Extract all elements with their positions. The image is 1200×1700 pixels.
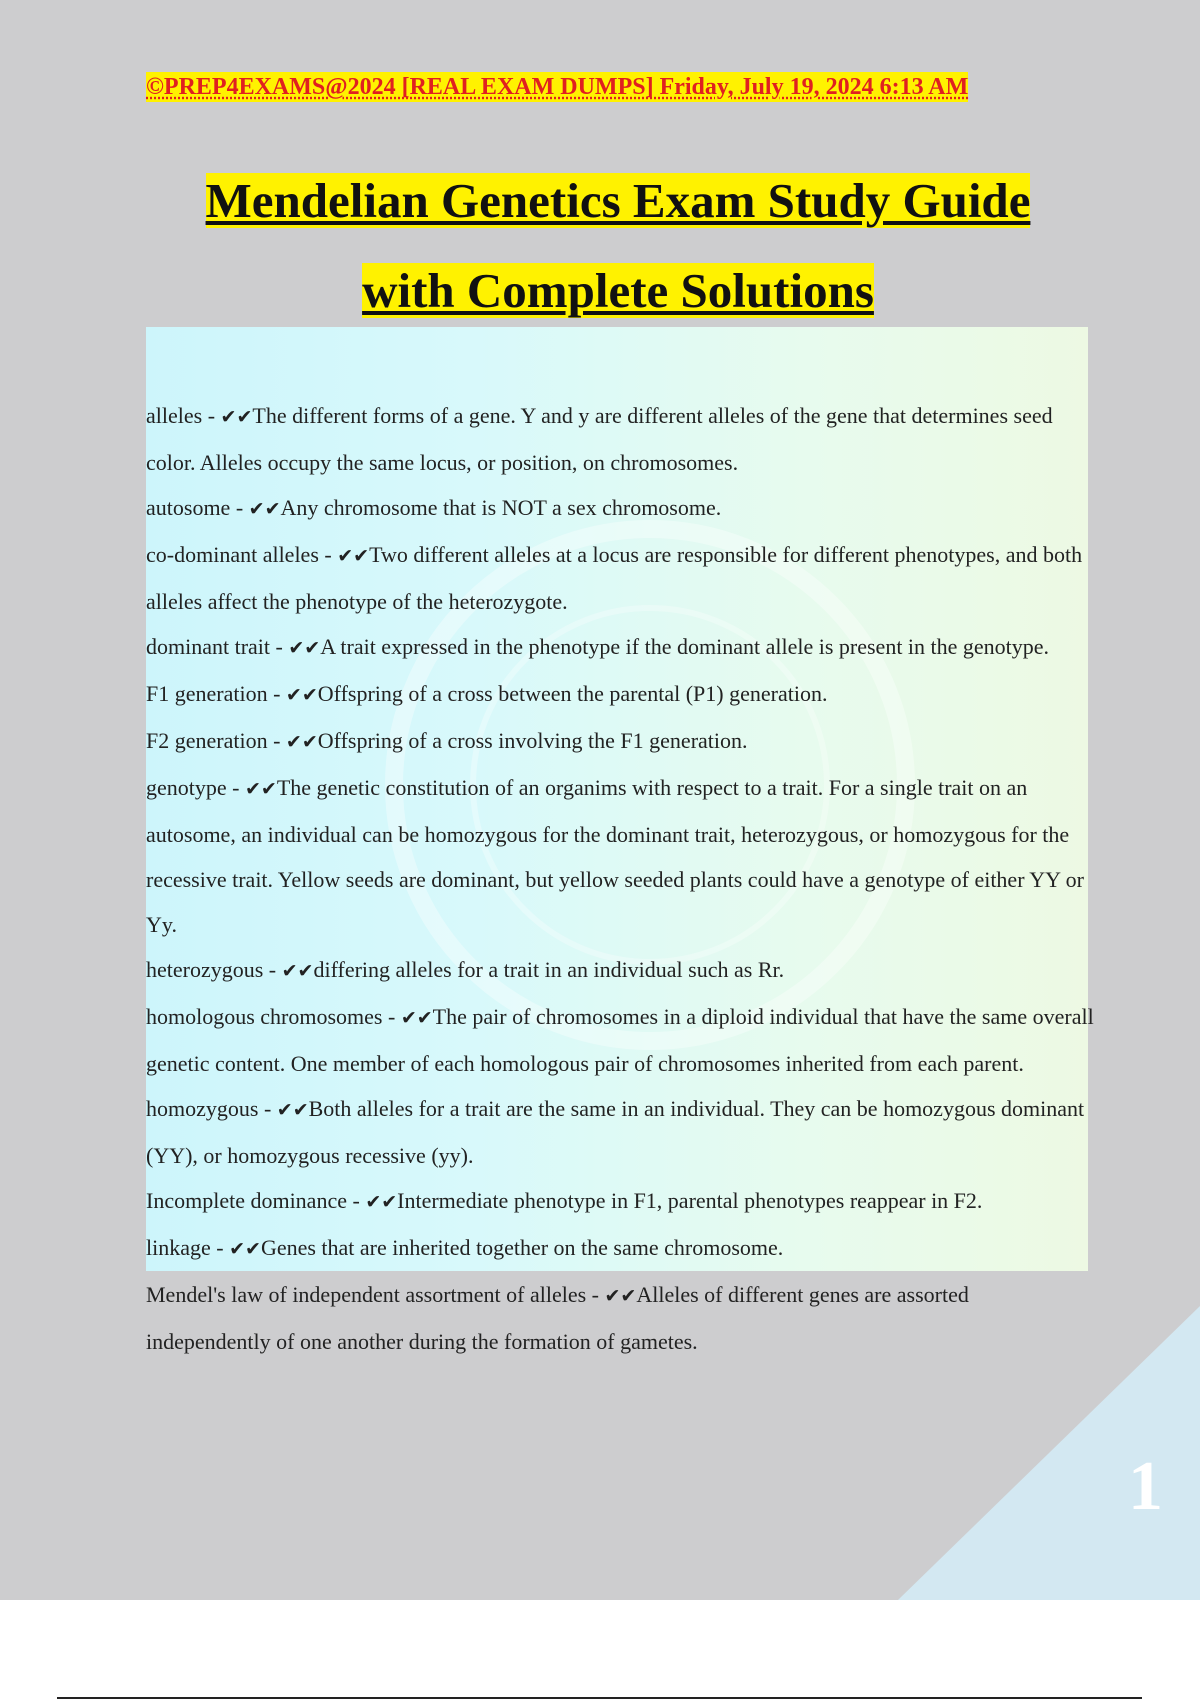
glossary-definition: The pair of chromosomes in a diploid individual that have the same overall genetic content. One member of each homologous pair of chromosomes inherited from each parent.	[146, 1004, 1094, 1076]
page-number: 1	[1128, 1448, 1163, 1525]
glossary-definition: Offspring of a cross between the parental (P1) generation.	[317, 681, 828, 706]
glossary-entry	[146, 624, 1096, 671]
glossary-entry	[146, 1178, 1096, 1225]
check-mark-icon: ✔✔	[229, 1238, 261, 1260]
separator: -	[210, 1235, 230, 1260]
separator: -	[258, 1096, 277, 1121]
glossary-definition: Both alleles for a trait are the same in an individual. They can be homozygous dominant (YY), or homozygous recessive (yy).	[146, 1096, 1085, 1168]
separator: -	[263, 957, 282, 982]
glossary-term: linkage	[146, 1235, 211, 1260]
separator: -	[202, 403, 221, 428]
glossary-definition: The genetic constitution of an organims with respect to a trait. For a single trait on an autosome, an individual can be homozygous for the dominant trait, heterozygous, or homozygous for the recessive trait. Yellow seeds are dominant, but yellow seeded plants could have a genotype of either YY or Yy.	[146, 775, 1084, 937]
glossary-term: F2 generation	[146, 728, 268, 753]
separator: -	[270, 634, 289, 659]
separator: -	[586, 1282, 605, 1307]
separator: -	[226, 775, 245, 800]
check-mark-icon: ✔✔	[285, 684, 318, 706]
header-watermark-line: ©PREP4EXAMS@2024 [REAL EXAM DUMPS] Friday, July 19, 2024 6:13 AM	[146, 74, 969, 100]
check-mark-icon: ✔✔	[276, 1099, 309, 1121]
check-mark-icon: ✔✔	[604, 1285, 637, 1307]
separator: -	[346, 1188, 366, 1213]
separator: -	[267, 681, 286, 706]
check-mark-icon: ✔✔	[365, 1191, 398, 1213]
glossary-definition: Offspring of a cross involving the F1 generation.	[317, 728, 748, 753]
title-line-1-text: Mendelian Genetics Exam Study Guide	[205, 173, 1031, 228]
separator: -	[267, 728, 286, 753]
glossary-entry	[146, 1272, 1096, 1364]
glossary-term: Incomplete dominance	[146, 1188, 347, 1213]
glossary-term: F1 generation	[146, 681, 268, 706]
check-mark-icon: ✔✔	[400, 1007, 433, 1029]
glossary-term: Mendel's law of independent assortment of alleles	[146, 1282, 587, 1307]
check-mark-icon: ✔✔	[281, 960, 314, 982]
check-mark-icon: ✔✔	[248, 498, 281, 520]
glossary-term: dominant trait	[146, 634, 271, 659]
glossary-definition: Intermediate phenotype in F1, parental phenotypes reappear in F2.	[397, 1188, 983, 1213]
glossary-entry	[146, 532, 1096, 624]
glossary-term: heterozygous	[146, 957, 264, 982]
check-mark-icon: ✔✔	[220, 406, 253, 428]
document-title-line-1	[0, 172, 1200, 229]
bottom-divider	[57, 1697, 1142, 1699]
separator: -	[382, 1004, 401, 1029]
glossary-entry	[146, 671, 1096, 718]
title-line-2-text: with Complete Solutions	[362, 263, 874, 318]
glossary-term: co-dominant alleles	[146, 542, 319, 567]
glossary-definition: The different forms of a gene. Y and y are different alleles of the gene that determines seed color. Alleles occupy the same locus, or position, on chromosomes.	[146, 403, 1053, 475]
check-mark-icon: ✔✔	[337, 545, 370, 567]
glossary-term: alleles	[146, 403, 203, 428]
glossary-entry	[146, 393, 1096, 485]
glossary-definition: differing alleles for a trait in an individual such as Rr.	[313, 957, 785, 982]
check-mark-icon: ✔✔	[288, 637, 321, 659]
document-title-line-2	[0, 262, 1200, 319]
glossary-term: homozygous	[146, 1096, 259, 1121]
glossary-term: homologous chromosomes	[146, 1004, 383, 1029]
glossary-entry	[146, 718, 1096, 765]
glossary-entry	[146, 1086, 1096, 1178]
glossary-list	[146, 393, 1096, 1364]
separator: -	[318, 542, 338, 567]
glossary-entry	[146, 947, 1096, 994]
glossary-entry	[146, 1225, 1096, 1272]
glossary-definition: A trait expressed in the phenotype if the dominant allele is present in the genotype.	[320, 634, 1050, 659]
check-mark-icon: ✔✔	[285, 731, 318, 753]
check-mark-icon: ✔✔	[244, 778, 277, 800]
glossary-definition: Genes that are inherited together on the same chromosome.	[260, 1235, 784, 1260]
glossary-definition: Alleles of different genes are assorted independently of one another during the formation of gametes.	[146, 1282, 969, 1354]
separator: -	[230, 495, 249, 520]
glossary-entry	[146, 485, 1096, 532]
glossary-entry	[146, 765, 1096, 947]
glossary-term: autosome	[146, 495, 231, 520]
glossary-definition: Any chromosome that is NOT a sex chromosome.	[280, 495, 722, 520]
glossary-entry	[146, 994, 1096, 1086]
glossary-definition: Two different alleles at a locus are responsible for different phenotypes, and both alleles affect the phenotype of the heterozygote.	[146, 542, 1083, 614]
glossary-term: genotype	[146, 775, 227, 800]
